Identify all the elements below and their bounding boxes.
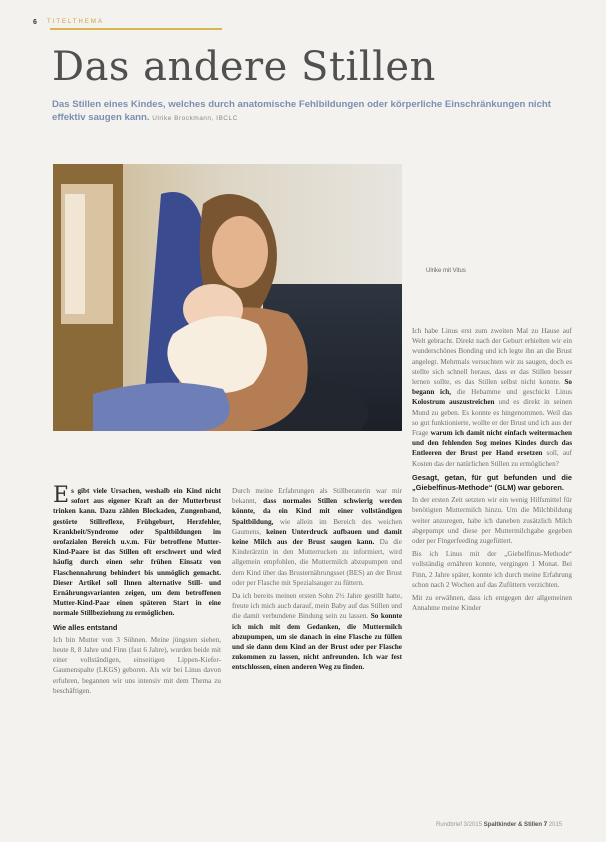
section-label: TITELTHEMA — [47, 19, 104, 25]
header-rule — [50, 28, 222, 30]
paragraph — [232, 591, 402, 673]
page-header — [33, 16, 104, 28]
paragraph: Mit zu erwähnen, dass ich entgegen der allgemeinen Annahme meine Kinder — [412, 594, 572, 613]
text-run: die Hebamme und geschickt Linus — [456, 388, 572, 397]
footer-year: 2015 — [548, 822, 563, 828]
drop-cap: E — [53, 483, 70, 508]
paragraph: Bis ich Linus mit der „Giebelfinus-Methode“ vollständig ernähren konnte, vergingen 1 Monat. Bei Finn, 2 Jahre später, konnte ich durch meine Erfahrung schon nach 2 Wochen auf das Zufüttern verzichten. — [412, 550, 572, 589]
lead-text: Das Stillen eines Kindes, welches durch anatomische Fehlbildungen oder körperliche Einschränkungen nicht effektiv saugen kann. — [52, 99, 551, 123]
text-run: Durch meine Erfahrungen als Stillberaterin war mir bekannt, — [232, 487, 402, 506]
photo-mother-with-baby — [53, 164, 402, 431]
column-2 — [232, 486, 402, 676]
article-title: Das andere Stillen — [52, 44, 436, 90]
column-3 — [412, 326, 572, 616]
bold-text-run: dass normales Stillen schwierig werden könnte, da ein Kind mit einer vollständigen Spaltbildung, — [232, 497, 403, 526]
bold-text-run: So konnte ich mich mit dem Gedanken, die Muttermilch abzupumpen, um sie danach in eine Flasche zu füllen und sie dann dem Kind an der Brust oder per Flasche zukommen zu lassen, nicht anfreunden. Ich war fest entschlossen, einen anderen Weg zu finden. — [232, 612, 403, 672]
paragraph — [53, 483, 221, 619]
footer-magazine: Rundbrief 3/2015 — [436, 822, 483, 828]
paragraph — [232, 486, 402, 588]
article-lead — [52, 98, 552, 125]
footer-page-number: 7 — [543, 822, 548, 828]
bold-text-run: So begann ich, — [412, 378, 572, 397]
paragraph — [412, 326, 572, 469]
text-run: Da ich bereits meinen ersten Sohn 2½ Jahre gestillt hatte, freute ich mich auch darauf, mein Baby auf das Stillen und die damit verbundene Bindung sein zu lassen. — [232, 592, 402, 621]
bold-text-run: keinen Unterdruck aufbauen und damit keine Milch aus der Brust saugen kann. — [232, 527, 402, 547]
column-1 — [53, 483, 221, 699]
subheading: Wie alles entstand — [53, 622, 118, 632]
article-photo — [53, 164, 402, 431]
photo-caption: Ulrike mit Vitus — [426, 268, 466, 274]
text-run: Da die Kinderärztin in den Mutterrucken zu informiert, wird allgemein empfohlen, die Muttermilch abzupumpen und dem Kind über das Brusternährungsset (BES) an der Brust oder per Flasche mit Spezialsauger zu füttern. — [232, 538, 402, 587]
page-number: 6 — [33, 18, 37, 26]
text-run: Ich habe Linus erst zum zweiten Mal zu Hause auf Welt gebracht. Direkt nach der Geburt erhielten wir ein wunderschönes Bonding und ich legte ihn an die Brust angelegt. Mehrmals versuchten wir zu saugen, doch es stellte sich schnell heraus, dass er das Stillen besser lernen sollte, es das Stillen selbst nicht konnte. — [412, 327, 572, 387]
paragraph: Ich bin Mutter von 3 Söhnen. Meine jüngsten sieben, heute 8, 8 Jahre und Finn (fast 6 Jahre), wurden beide mit einer vollständigen, einseitigen Lippen-Kiefer-Gaumenspalte (LKGS) geboren. Als wir bei Linus davon erfuhren, begannen wir uns intensiv mit dem Thema zu beschäftigen. — [53, 635, 221, 695]
bold-text-run: warum ich damit nicht einfach weitermachen und den fehlenden Sog meines Kindes durch das Entleeren der Brust per Hand ersetzen — [412, 429, 573, 458]
subheading: Gesagt, getan, für gut befunden und die „Giebelfinus-Methode“ (GLM) war geboren. — [412, 472, 572, 493]
text-run: wie allein im Bereich des weichen Gaumens, — [232, 517, 403, 536]
text-run: soll, auf Kosten das der natürlichen Stillen zu ermöglichen? — [412, 449, 573, 468]
paragraph: In der ersten Zeit setzten wir ein wenig Hilfsmittel für benötigten Muttermilch hinzu. Um die Milchbildung weiter anzuregen, habe ich daneben zusätzlich Milch abgepumpt und diese per Muttermilchgabe gegeben oder per Fingerfeeding zugefüttert. — [412, 496, 572, 546]
footer-topic: Spaltkinder & Stillen — [483, 822, 543, 828]
intro-text: s gibt viele Ursachen, weshalb ein Kind nicht sofort aus eigener Kraft an der Mutterbrust trinken kann. Dazu zählen Blockaden, Zungenband, gestörte Stillreflexe, Frühgeburt, Herzfehler, Krankheit/Syndrome oder Spaltbildungen im orofazialen Bereich u.v.m. Für betroffene Mutter-Kind-Paare ist das Stillen oft erschwert und wird häufig durch einen sehr frühen Einsatz von Flaschennahrung behindert bis unmöglich gemacht. Dieser Artikel soll Ihnen alternative Still- und Ernährungsvarianten zeigen, um dem betroffenen Mutter-Kind-Paar einen späteren Start in eine normale Stillbeziehung zu ermöglichen. — [53, 487, 221, 618]
page-footer — [436, 822, 562, 828]
article-author: Ulrike Brockmann, IBCLC — [152, 115, 238, 122]
bold-text-run: Kolostrum auszustreichen — [412, 398, 495, 407]
text-run: und es direkt in seinen Mund zu geben. Es konnte es hingenommen. Weil das so gut funktionierte, wollte er der Brust und ich aus der Frage — [412, 398, 572, 438]
